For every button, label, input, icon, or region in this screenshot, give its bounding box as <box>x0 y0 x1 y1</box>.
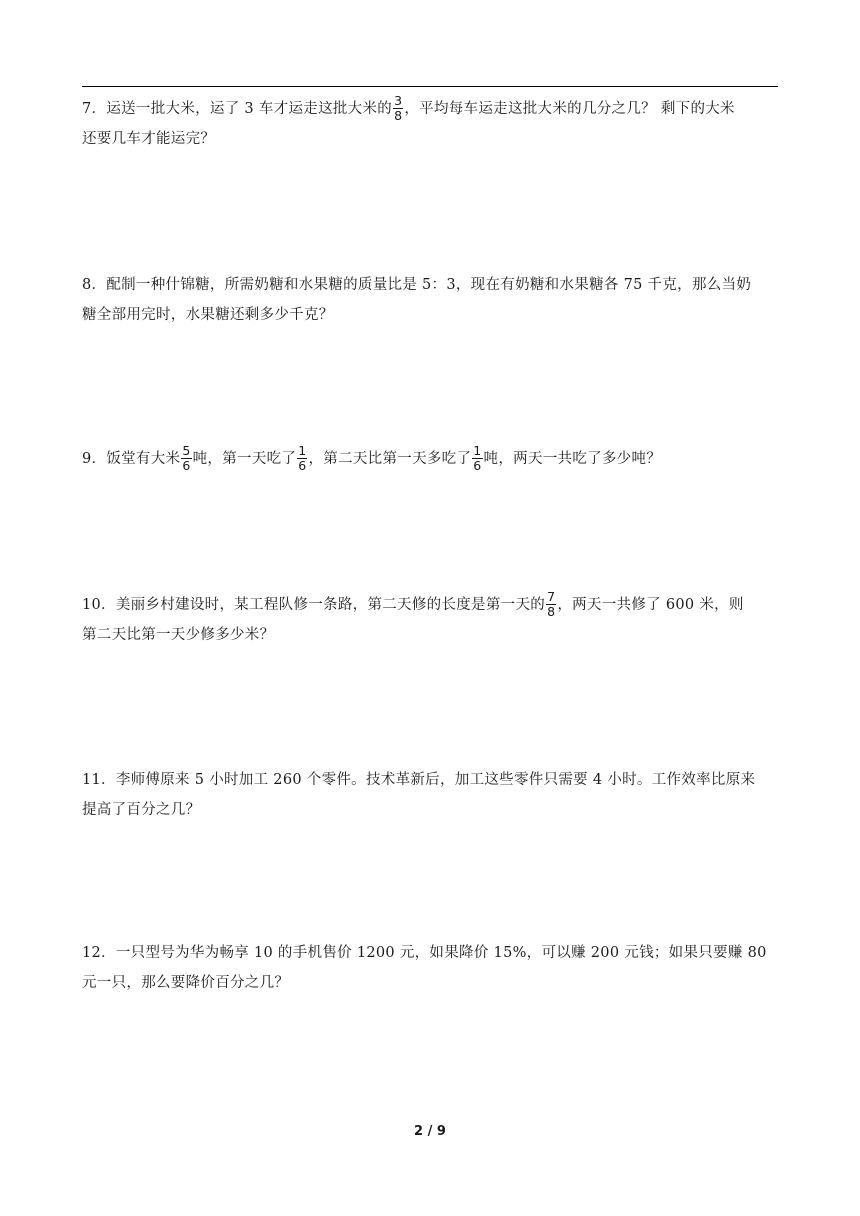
fraction: $\frac{1}{6}$ <box>473 442 482 473</box>
question-12-line-1: 12．一只型号为华为畅享 10 的手机售价 1200 元，如果降价 15%，可以赚 200 元钱；如果只要赚 80 <box>82 945 767 961</box>
page-number: 2 / 9 <box>414 1124 446 1139</box>
fraction: $\frac{3}{8}$ <box>394 92 403 123</box>
question-7-line-2: 还要几车才能运完？ <box>82 131 216 147</box>
question-9-line-1: 9．饭堂有大米 $\frac{5}{6}$ 吨，第一天吃了 $\frac{1}{6}$ ，第二天比第一天多吃了 $\frac{1}{6}$ 吨，两天一共吃了多少吨？ <box>82 442 662 473</box>
question-11-line-1: 11．李师傅原来 5 小时加工 260 个零件。技术革新后，加工这些零件只需要 4 小时。工作效率比原来 <box>82 772 756 788</box>
fraction: $\frac{1}{6}$ <box>298 442 307 473</box>
question-12-line-2: 元一只，那么要降价百分之几？ <box>82 975 290 991</box>
question-12 <box>82 938 782 998</box>
header-rule <box>82 86 778 87</box>
question-9 <box>82 444 782 474</box>
question-8 <box>82 270 782 330</box>
question-8-line-2: 糖全部用完时，水果糖还剩多少千克？ <box>82 307 334 323</box>
question-11 <box>82 765 782 825</box>
question-7 <box>82 94 782 154</box>
fraction: $\frac{5}{6}$ <box>182 442 191 473</box>
question-10-line-2: 第二天比第一天少修多少米？ <box>82 627 275 643</box>
fraction: $\frac{7}{8}$ <box>547 588 556 619</box>
question-11-line-2: 提高了百分之几？ <box>82 802 201 818</box>
question-10-line-1: 10．美丽乡村建设时，某工程队修一条路，第二天修的长度是第一天的 $\frac{7}{8}$ ，两天一共修了 600 米，则 <box>82 588 744 619</box>
question-7-line-1: 7．运送一批大米，运了 3 车才运走这批大米的 $\frac{3}{8}$ ，平均每车运走这批大米的几分之几？ 剩下的大米 <box>82 92 735 123</box>
question-10 <box>82 590 782 650</box>
question-8-line-1: 8．配制一种什锦糖，所需奶糖和水果糖的质量比是 5：3，现在有奶糖和水果糖各 75 千克，那么当奶 <box>82 277 752 293</box>
